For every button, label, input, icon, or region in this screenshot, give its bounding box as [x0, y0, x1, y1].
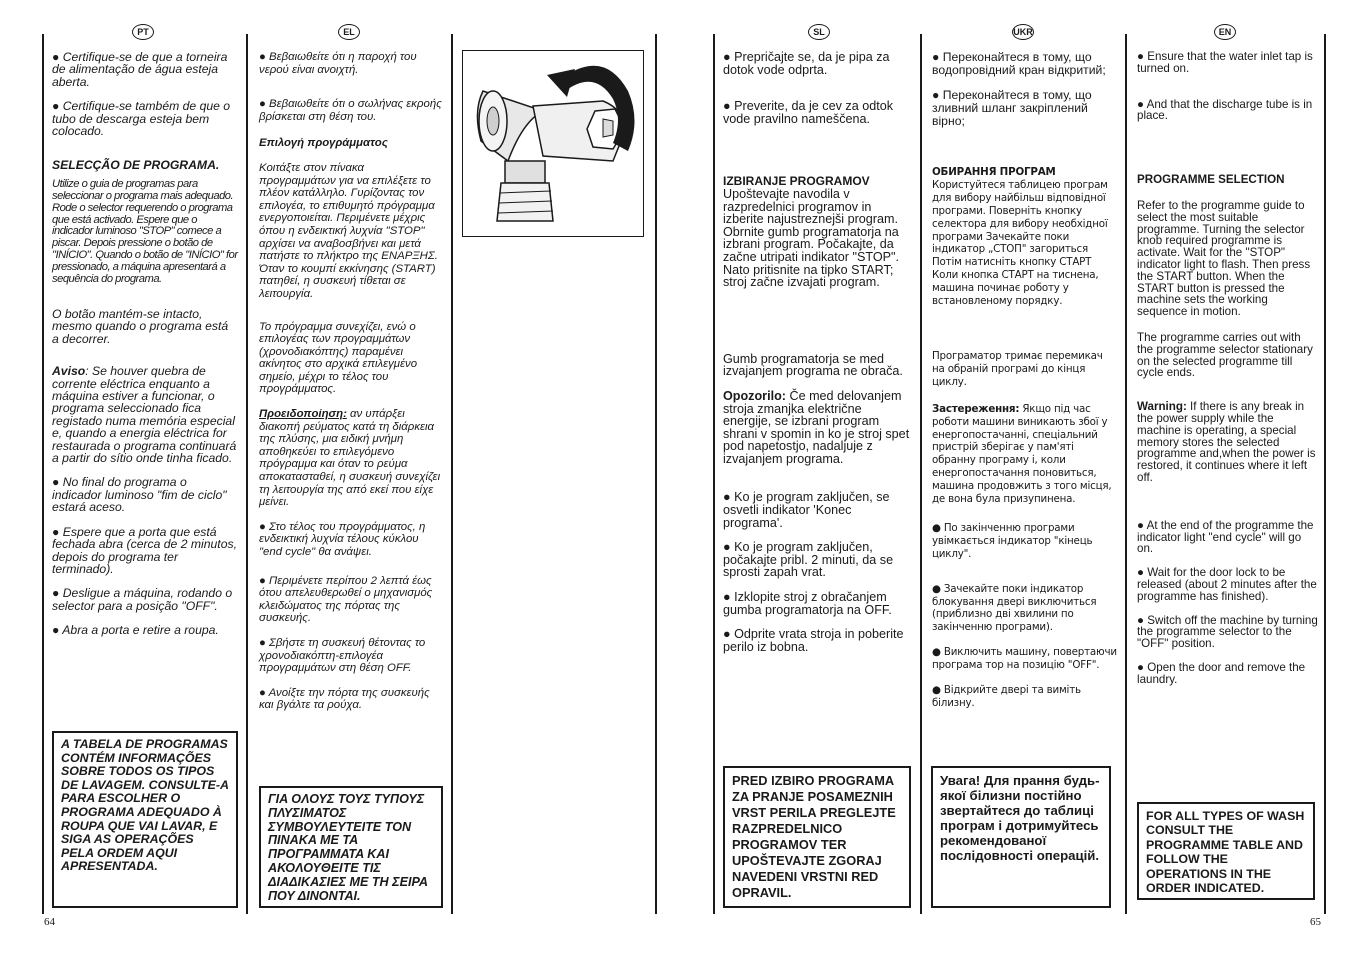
paragraph — [52, 365, 238, 464]
paragraph — [932, 403, 1118, 506]
column-en — [1137, 51, 1319, 697]
language-badge-en: EN — [1214, 24, 1236, 40]
paragraph: ● Preverite, da je cev za odtok vode pravilno nameščena. — [723, 99, 894, 126]
paragraph — [1137, 401, 1319, 484]
column-divider — [655, 34, 657, 914]
paragraph: ● Відкрийте двері та виміть білизну. — [932, 684, 1081, 709]
water-tap-image — [463, 51, 643, 236]
paragraph: Refer to the programme guide to select the most suitable programme. Turning the selector knob required programme is activate. Wait for the "STOP" indicator light to flash. Then press the START button. When the START button is pressed the machine sets the working sequence in motion. — [1137, 198, 1311, 319]
column-divider — [713, 34, 715, 914]
note-box-sl: PRED IZBIRO PROGRAMA ZA PRANJE POSAMEZNIH VRST PERILA PREGLEJTE RAZPREDELNICO PROGRAMOV TER UPOŠTEVAJTE ZGORAJ NAVEDENI VRSTNI RED OPRAVIL. — [723, 766, 911, 908]
paragraph: ● Ko je program zaključen, počakajte pribl. 2 minuti, da se sprosti zapah vrat. — [723, 540, 894, 580]
paragraph: Upoštevajte navodila v razpredelnici programov in izberite najustreznejši program. Obrnite gumb programatorja na izbrani program. Počakajte, da začne utripati indikator "STOP". Nato pritisnite na tipko START; stroj začne izvajati program. — [723, 186, 900, 290]
section-heading: Επιλογή προγράμματος — [259, 137, 388, 150]
section-heading: PROGRAMME SELECTION — [1137, 173, 1285, 187]
paragraph: ● Desligue a máquina, rodando o selector para a posição "OFF". — [52, 586, 233, 613]
page-number-left: 64 — [44, 916, 55, 928]
paragraph: ● Espere que a porta que está fechada abra (cerca de 2 minutos, depois do programa ter terminado). — [52, 524, 237, 576]
paragraph — [259, 408, 443, 509]
note-box-ukr: Увага! Для прання будь-якої білизни постійно звертайтеся до таблиці програм і дотримуйтесь рекомендованої послідовності операцій. — [931, 766, 1111, 908]
paragraph: ● Виключить машину, повертаючи програма тор на позицію "OFF". — [932, 646, 1117, 672]
paragraph: ● Wait for the door lock to be released (about 2 minutes after the programme has finished). — [1137, 566, 1317, 603]
column-pt — [52, 51, 238, 649]
paragraph: ● Certifique-se de que a torneira de alimentação de água esteja aberta. — [52, 50, 228, 89]
paragraph: ● Переконайтеся в тому, що водопровідний кран відкритий; — [932, 50, 1106, 77]
note-box-el: ΓΙΑ ΟΛΟΥΣ ΤΟΥΣ ΤΥΠΟΥΣ ΠΛΥΣΙΜΑΤΟΣ ΣΥΜΒΟΥΛΕΥΤΕΙΤΕ ΤΟΝ ΠΙΝΑΚΑ ΜΕ ΤΑ ΠΡΟΓΡΑΜΜΑΤΑ ΚΑΙ ΑΚΟΛΟΥΘΕΙΤΕ ΤΙΣ ΔΙΑΔΙΚΑΣΙΕΣ ΜΕ ΤΗ ΣΕΙΡΑ ΠΟΥ ΔΙΝΟΝΤΑΙ. — [259, 786, 443, 908]
column-divider — [451, 34, 453, 914]
column-sl — [723, 51, 913, 665]
paragraph: ● Βεβαιωθείτε ότι ο σωλήνας εκροής βρίσκεται στη θέση του. — [259, 98, 442, 123]
section-heading: ОБИРАННЯ ПРОГРАМ — [932, 166, 1056, 178]
warning-text: Če med delovanjem stroja zmanjka električne energije, se izbrani program shrani v spomin in ko je stroj spet pod napetostjo, nadaljuje z izvajanjem programa. — [723, 388, 910, 466]
paragraph: Користуйтеся таблицею програм для вибору найбільш відповідної програми. Поверніть кнопку селектора для вибору необхідної програми Зачекайте поки індикатор „СТОП" загориться Потім натисніть кнопку СТАРТ Коли кнопка СТАРТ на тиснена, машина починає роботу у встановленому порядку. — [932, 178, 1108, 308]
warning-label: Застереження: — [932, 402, 1020, 415]
language-badge-pt: PT — [132, 24, 154, 40]
paragraph: ● Περιμένετε περίπου 2 λεπτά έως ότου απελευθερωθεί ο μηχανισμός κλειδώματος της πόρτας της συσκευής. — [259, 574, 433, 625]
language-badge-sl: SL — [808, 24, 830, 40]
column-divider — [246, 34, 248, 914]
paragraph: ● Odprite vrata stroja in poberite perilo iz bobna. — [723, 627, 904, 654]
paragraph: Програматор тримає перемикач на обраній програмі до кінця циклу. — [932, 349, 1103, 388]
column-divider — [1125, 34, 1127, 914]
warning-text: : Se houver quebra de corrente eléctrica enquanto a máquina estiver a funcionar, o programa seleccionado fica registado numa memória especial e, quando a energia eléctrica for restaurada o programa continuará a partir do sítio onde tinha ficado. — [52, 364, 237, 466]
paragraph: Utilize o guia de programas para seleccionar o programa mais adequado. Rode o selector requerendo o programa que está activado. Espere que o indicador luminoso "STOP" comece a piscar. Depois pressione o botão de "INÍCIO". Quando o botão de "INÍCIO" for pressionado, a máquina apresentará a sequência do programa. — [52, 177, 238, 286]
paragraph: ● Prepričajte se, da je pipa za dotok vode odprta. — [723, 50, 890, 77]
note-box-pt: A TABELA DE PROGRAMAS CONTÉM INFORMAÇÕES SOBRE TODOS OS TIPOS DE LAVAGEM. CONSULTE-A PARA ESCOLHER O PROGRAMA ADEQUADO À ROUPA QUE VAI LAVAR, E SIGA AS OPERAÇÕES PELA ORDEM AQUI APRESENTADA. — [52, 731, 238, 908]
paragraph: ● Izklopite stroj z obračanjem gumba programatorja na OFF. — [723, 590, 892, 617]
warning-text: If there is any break in the power supply while the machine is operating, a special memory stores the selected programme and,when the power is restored, it continues where it left off. — [1137, 400, 1316, 484]
paragraph: Κοιτάξτε στον πίνακα προγραμμάτων για να επιλέξετε το πλέον κατάλληλο. Γυρίζοντας τον επιλογέα, το επιθυμητό πρόγραμμα ενεργοποιείται. Περιμένετε μέχρις όπου η ενδεικτική λυχνία "STOP" αρχίσει να αναβοσβήνει και μετά πατήστε το πλήκτρο της ΕΝΑΡΞΗΣ. Όταν το κουμπί εκκίνησης (START) πατηθεί, η συσκευή τίθεται σε λειτουργία. — [259, 161, 438, 300]
paragraph: ● Σβήστε τη συσκευή θέτοντας το χρονοδιακόπτη-επιλογέα προγραμμάτων στη θέση OFF. — [259, 636, 426, 675]
column-divider — [920, 34, 922, 914]
paragraph: ● At the end of the programme the indicator light "end cycle" will go on. — [1137, 518, 1314, 556]
paragraph: Gumb programatorja se med izvajanjem programa ne obrača. — [723, 351, 903, 379]
column-ukr — [932, 51, 1118, 722]
paragraph: ● Ensure that the water inlet tap is turned on. — [1137, 50, 1313, 75]
warning-label: Opozorilo: — [723, 388, 786, 403]
language-badge-ukr: UKR — [1012, 24, 1034, 40]
paragraph: The programme carries out with the programme selector stationary on the selected programme till cycle ends. — [1137, 330, 1313, 380]
language-badge-el: EL — [338, 24, 360, 40]
warning-label: Προειδοποίηση: — [259, 408, 347, 421]
paragraph: ● Ανοίξτε την πόρτα της συσκευής και βγάλτε τα ρούχα. — [259, 686, 430, 712]
paragraph: ● Open the door and remove the laundry. — [1137, 660, 1306, 686]
paragraph: ● Зачекайте поки індикатор блокування дверi виключиться (приблизно дві хвилини по закінченню програми). — [932, 582, 1097, 634]
section-heading: SELECÇÃO DE PROGRAMA. — [52, 158, 220, 173]
paragraph: ● Βεβαιωθείτε ότι η παροχή του νερού είναι ανοιχτή. — [259, 51, 417, 76]
warning-label: Aviso — [52, 364, 86, 379]
column-divider — [1324, 34, 1326, 914]
paragraph: ● No final do programa o indicador luminoso "fim de ciclo" estará aceso. — [52, 475, 227, 515]
warning-label: Warning: — [1137, 400, 1187, 414]
paragraph: ● Переконайтеся в тому, що зливний шланг закріплений вірно; — [932, 88, 1092, 128]
tap-illustration — [462, 50, 644, 237]
paragraph: O botão mantém-se intacto, mesmo quando o programa está a decorrer. — [52, 307, 229, 346]
warning-text: Якщо під час роботи машини виникають збої у енергопостачанні, спеціальний пристрій зберігає у пам'яті обранну програму і, коли енергопостачання поновиться, машина продовжить з того місця, де вона була призупинена. — [932, 402, 1112, 506]
paragraph: ● Certifique-se também de que o tubo de descarga esteja bem colocado. — [52, 99, 231, 139]
paragraph: ● And that the discharge tube is in place. — [1137, 97, 1313, 123]
column-el — [259, 51, 443, 724]
paragraph: ● Στο τέλος του προγράμματος, η ενδεικτική λυχνία τέλους κύκλου "end cycle" θα ανάψει. — [259, 520, 426, 558]
warning-text: αν υπάρξει διακοπή ρεύματος κατά τη διάρκεια της πλύσης, μια ειδική μνήμη αποθηκεύει το επιλεγόμενο πρόγραμμα και όταν το ρεύμα αποκατασταθεί, η συσκευή συνεχίζει τη λειτουργία της από εκεί που είχε μείνει. — [259, 408, 441, 509]
section-heading: IZBIRANJE PROGRAMOV — [723, 174, 870, 189]
paragraph: ● По закінченню програми увімкається індикатор "кінець циклу". — [932, 521, 1093, 560]
column-divider — [42, 34, 44, 914]
paragraph: ● Switch off the machine by turning the programme selector to the "OFF" position. — [1137, 613, 1318, 651]
paragraph — [723, 390, 913, 466]
note-box-en: FOR ALL TYPES OF WASH CONSULT THE PROGRAMME TABLE AND FOLLOW THE OPERATIONS IN THE ORDER INDICATED. — [1137, 802, 1315, 900]
paragraph: Το πρόγραμμα συνεχίζει, ενώ ο επιλογέας των προγραμμάτων (χρονοδιακόπτης) παραμένει ακίνητος στο αρχικά επιλεγμένο σημείο, μέχρι το τέλος του προγράμματος. — [259, 320, 418, 396]
page-number-right: 65 — [1310, 916, 1321, 928]
paragraph: ● Ko je program zaključen, se osvetli indikator 'Konec programa'. — [723, 490, 890, 530]
paragraph: ● Abra a porta e retire a roupa. — [52, 623, 219, 638]
